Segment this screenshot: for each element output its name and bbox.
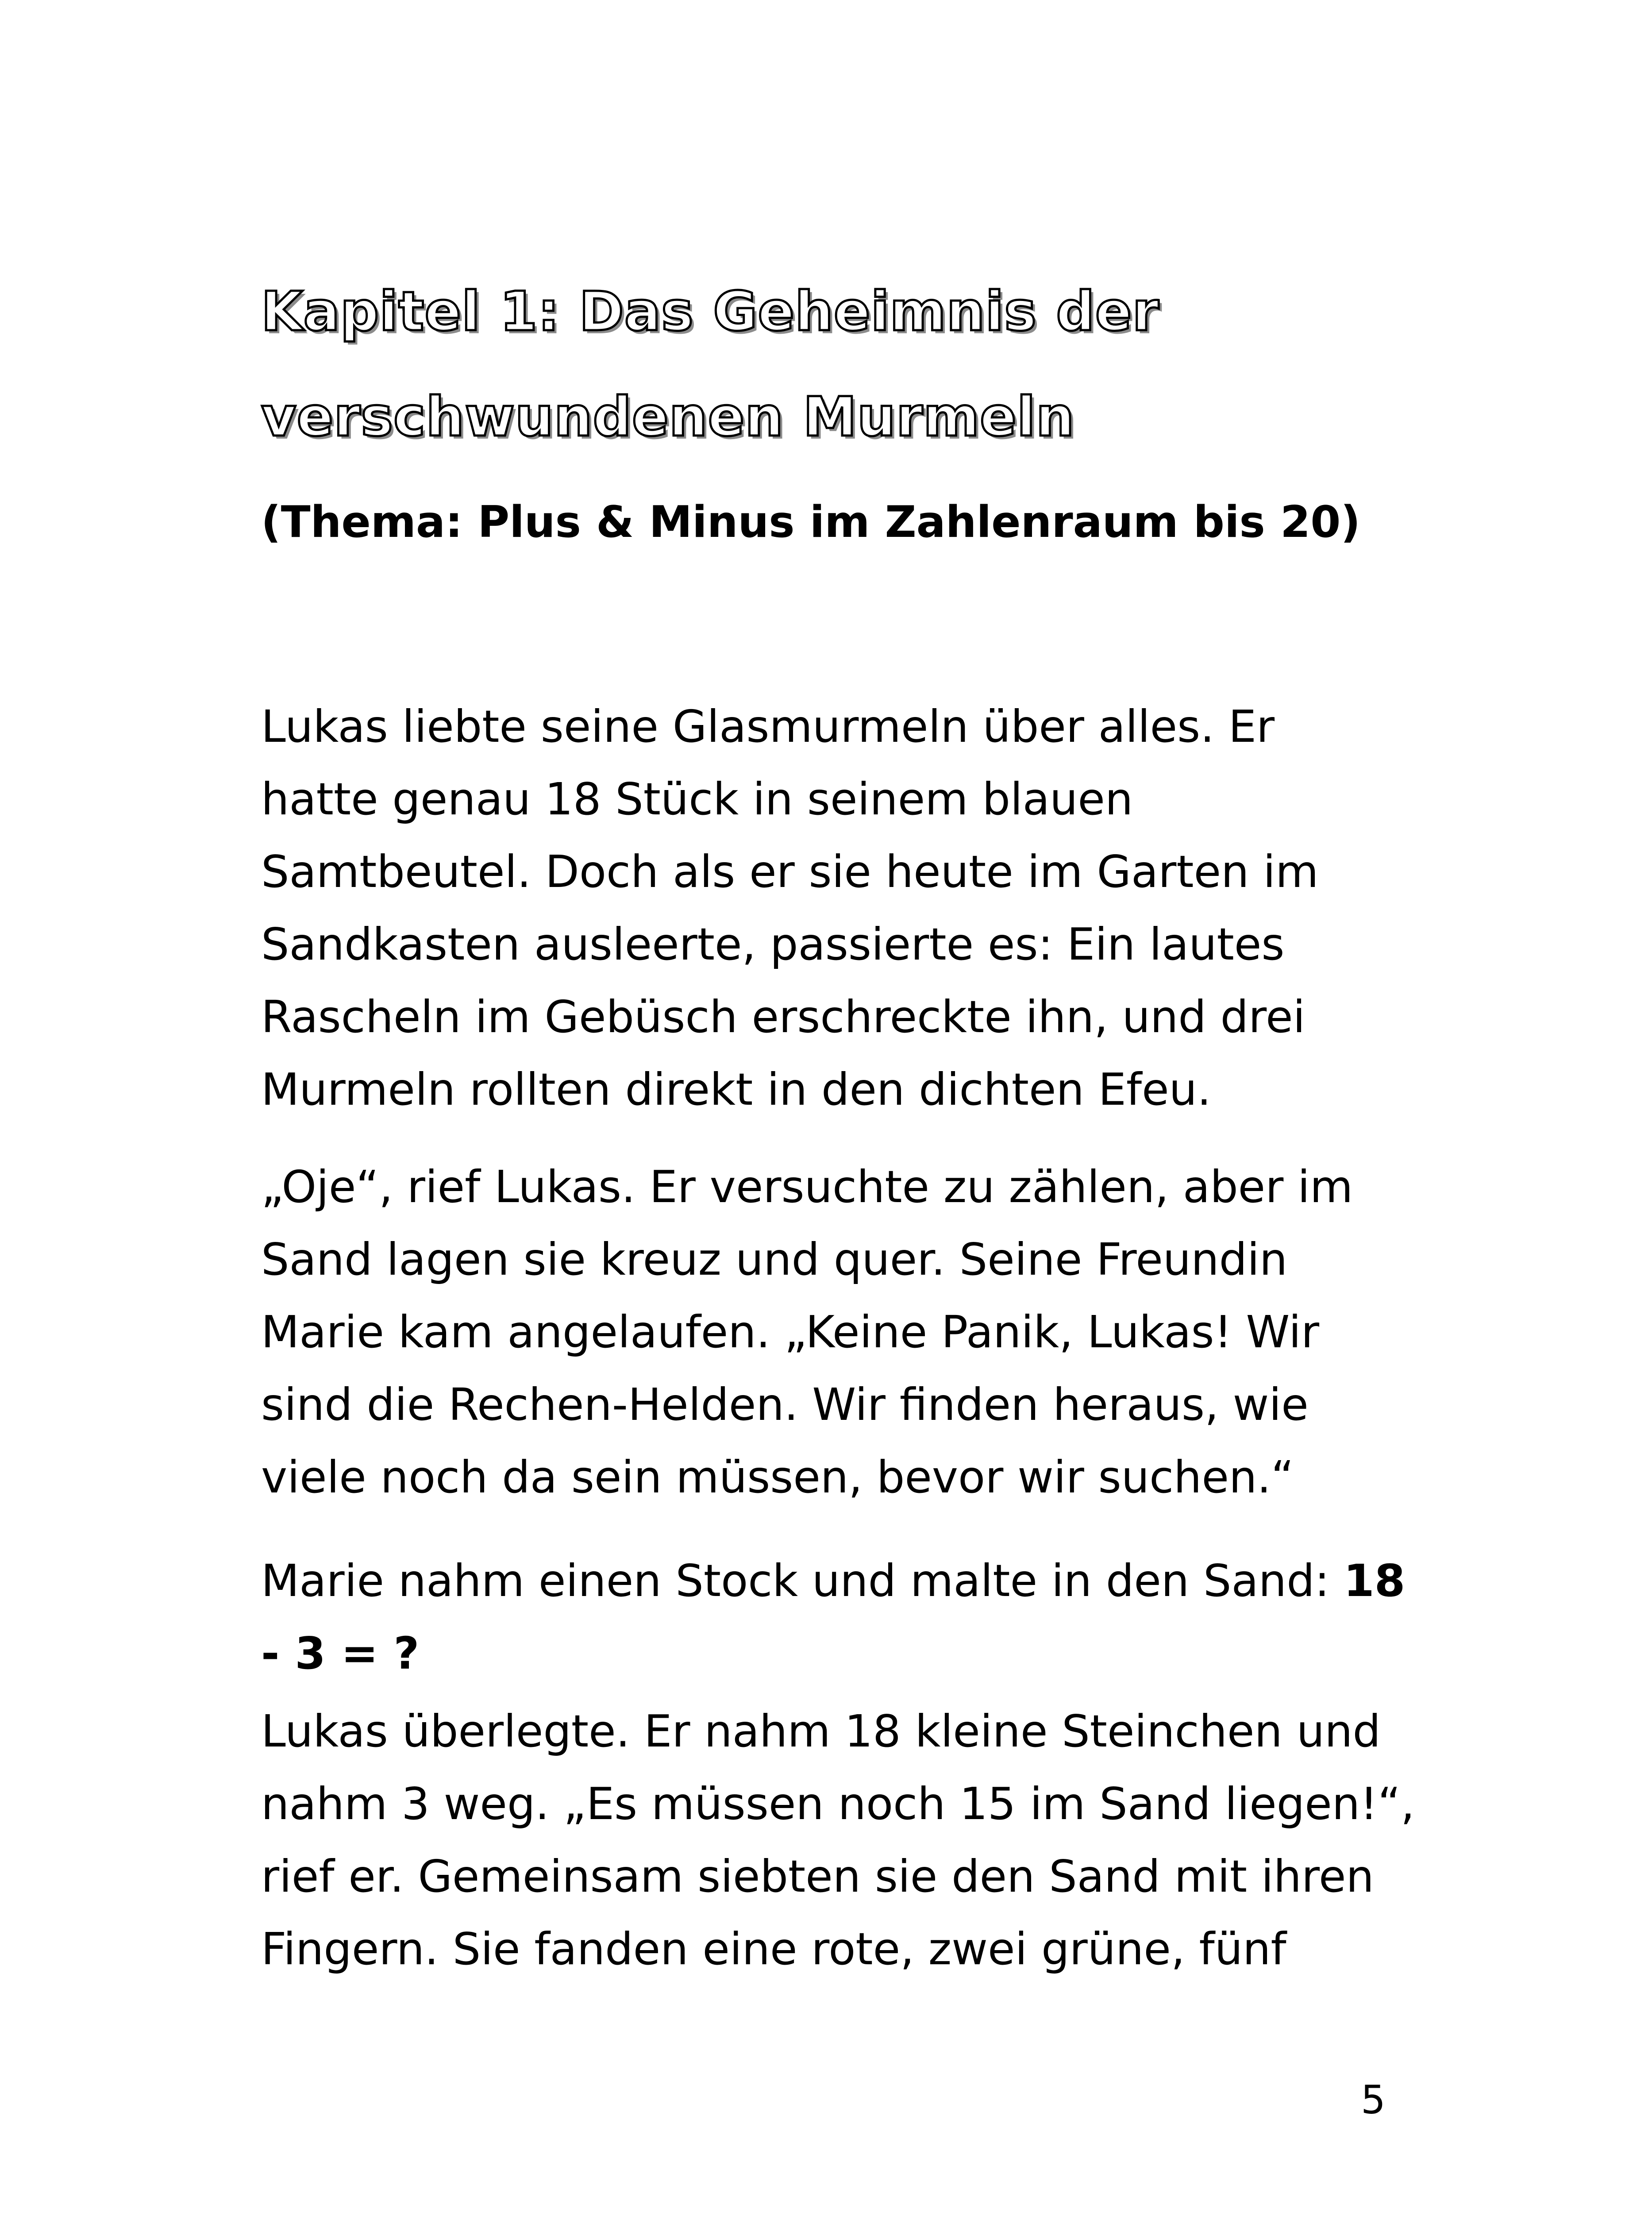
chapter-title-line: verschwundenen Murmeln	[261, 386, 1075, 448]
text-line: viele noch da sein müssen, bevor wir suchen.“	[261, 1451, 1294, 1503]
text-line: nahm 3 weg. „Es müssen noch 15 im Sand liegen!“,	[261, 1778, 1415, 1830]
text-line: Rascheln im Gebüsch erschreckte ihn, und drei	[261, 991, 1305, 1043]
text-line: hatte genau 18 Stück in seinem blauen	[261, 773, 1133, 825]
text-line: Murmeln rollten direkt in den dichten Efeu.	[261, 1064, 1211, 1115]
chapter-subtitle: (Thema: Plus & Minus im Zahlenraum bis 20)	[261, 497, 1361, 547]
text-line: sind die Rechen-Helden. Wir finden heraus, wie	[261, 1379, 1309, 1430]
text-segment: Marie nahm einen Stock und malte in den Sand:	[261, 1555, 1344, 1607]
text-line: rief er. Gemeinsam siebten sie den Sand mit ihren	[261, 1851, 1374, 1902]
chapter-title	[261, 259, 1456, 470]
paragraph-4	[261, 1695, 1438, 1986]
text-line: Marie kam angelaufen. „Keine Panik, Lukas! Wir	[261, 1306, 1320, 1358]
text-line: Sand lagen sie kreuz und quer. Seine Freundin	[261, 1234, 1288, 1285]
chapter-title-line: Kapitel 1: Das Geheimnis der	[261, 280, 1159, 343]
text-line: Sandkasten ausleerte, passierte es: Ein lautes	[261, 918, 1285, 970]
text-line: Lukas überlegte. Er nahm 18 kleine Steinchen und	[261, 1705, 1381, 1757]
paragraph-2	[261, 1151, 1438, 1514]
text-line: Samtbeutel. Doch als er sie heute im Garten im	[261, 846, 1319, 898]
text-line: Fingern. Sie fanden eine rote, zwei grüne, fünf	[261, 1923, 1286, 1975]
equation-end: - 3 = ?	[261, 1627, 420, 1679]
page-number: 5	[1361, 2077, 1386, 2123]
equation-start: 18	[1344, 1555, 1406, 1607]
paragraph-3	[261, 1545, 1438, 1690]
text-line	[261, 1545, 1438, 1617]
text-line: „Oje“, rief Lukas. Er versuchte zu zählen, aber im	[261, 1161, 1353, 1213]
text-line: Lukas liebte seine Glasmurmeln über alles. Er	[261, 701, 1275, 752]
paragraph-1	[261, 690, 1438, 1126]
